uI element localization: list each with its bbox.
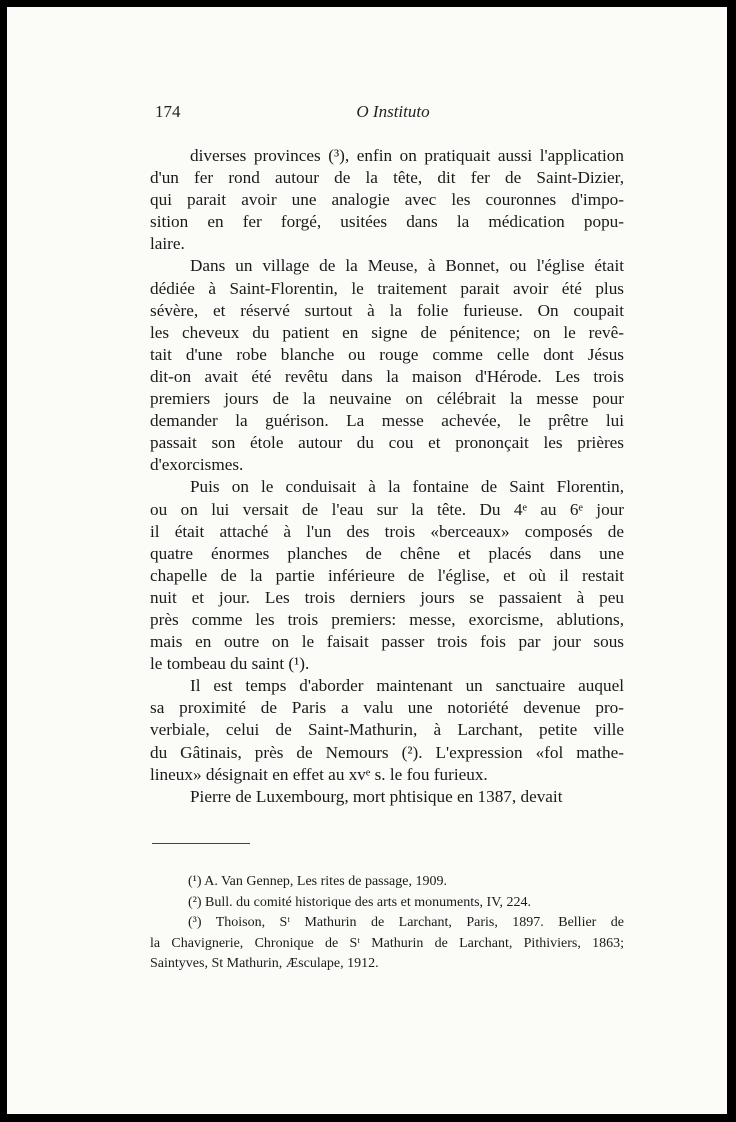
paragraph-4-line: Il est temps d'aborder maintenant un sanctuaire auquel (190, 676, 624, 696)
paragraph-2-line: dédiée à Saint-Florentin, le traitement parait avoir été plus (150, 278, 624, 298)
footnote-3-line: Saintyves, St Mathurin, Æsculape, 1912. (150, 956, 379, 971)
paragraph-3-line: il était attaché à l'un des trois «berceaux» composés de (150, 521, 624, 541)
paragraph-2-line: tait d'une robe blanche ou rouge comme celle dont Jésus (150, 344, 624, 364)
paragraph-1-line: diverses provinces (³), enfin on pratiquait aussi l'application (190, 146, 624, 165)
body-text (150, 145, 624, 808)
footnotes (150, 872, 624, 975)
page-number: 174 (155, 102, 181, 121)
paragraph-5-line: Pierre de Luxembourg, mort phtisique en 1387, devait (190, 786, 563, 806)
footnote-2-line: (²) Bull. du comité historique des arts et monuments, IV, 224. (188, 894, 532, 910)
paragraph-2-line: dit-on avait été revêtu dans la maison d'Hérode. Les trois (150, 366, 624, 386)
paragraph-4-line: sa proximité de Paris a valu une notoriété devenue pro- (150, 698, 624, 718)
paragraph-3-line: mais en outre on le faisait passer trois fois par jour sous (150, 632, 624, 652)
paragraph-4-line: verbiale, celui de Saint-Mathurin, à Larchant, petite ville (150, 720, 624, 740)
paragraph-1-line: qui parait avoir une analogie avec les couronnes d'impo- (150, 190, 624, 210)
paragraph-3-line: Puis on le conduisait à la fontaine de Saint Florentin, (190, 477, 624, 497)
paragraph-3-line: nuit et jour. Les trois derniers jours se passaient à peu (150, 587, 624, 607)
paragraph-4-line: lineux» désignait en effet au xvᵉ s. le fou furieux. (150, 764, 488, 784)
paragraph-2-line: d'exorcismes. (150, 455, 244, 475)
paragraph-3-line: ou on lui versait de l'eau sur la tête. Du 4ᵉ au 6ᵉ jour (150, 499, 624, 519)
paragraph-2-line: Dans un village de la Meuse, à Bonnet, ou l'église était (190, 256, 624, 276)
paragraph-3-line: près comme les trois premiers: messe, exorcisme, ablutions, (150, 609, 624, 629)
paragraph-2-line: sévère, et réservé surtout à la folie furieuse. On coupait (150, 300, 624, 320)
footnote-3-line: (³) Thoison, Sᵗ Mathurin de Larchant, Paris, 1897. Bellier de (188, 915, 624, 930)
paragraph-3-line: le tombeau du saint (¹). (150, 654, 310, 674)
footnote-rule (152, 843, 250, 844)
footnote-1-line: (¹) A. Van Gennep, Les rites de passage, 1909. (188, 874, 447, 889)
paragraph-2-line: les cheveux du patient en signe de pénitence; on le revê- (150, 322, 624, 342)
paragraph-3-line: chapelle de la partie inférieure de l'église, et où il restait (150, 565, 624, 585)
paragraph-1-line: d'un fer rond autour de la tête, dit fer de Saint-Dizier, (150, 168, 624, 188)
footnote-3-line: la Chavignerie, Chronique de Sᵗ Mathurin de Larchant, Pithiviers, 1863; (150, 935, 624, 951)
paragraph-1-line: laire. (150, 234, 185, 254)
paragraph-1-line: sition en fer forgé, usitées dans la médication popu- (150, 212, 624, 232)
paragraph-2-line: premiers jours de la neuvaine on célébrait la messe pour (150, 389, 624, 409)
page-header (155, 102, 631, 126)
paragraph-2-line: demander la guérison. La messe achevée, le prêtre lui (150, 411, 624, 431)
paragraph-4-line: du Gâtinais, près de Nemours (²). L'expression «fol mathe- (150, 742, 624, 762)
running-title: O Instituto (356, 102, 430, 121)
paragraph-2-line: passait son étole autour du cou et prononçait les prières (150, 433, 624, 453)
paragraph-3-line: quatre énormes planches de chêne et placés dans une (150, 543, 624, 563)
